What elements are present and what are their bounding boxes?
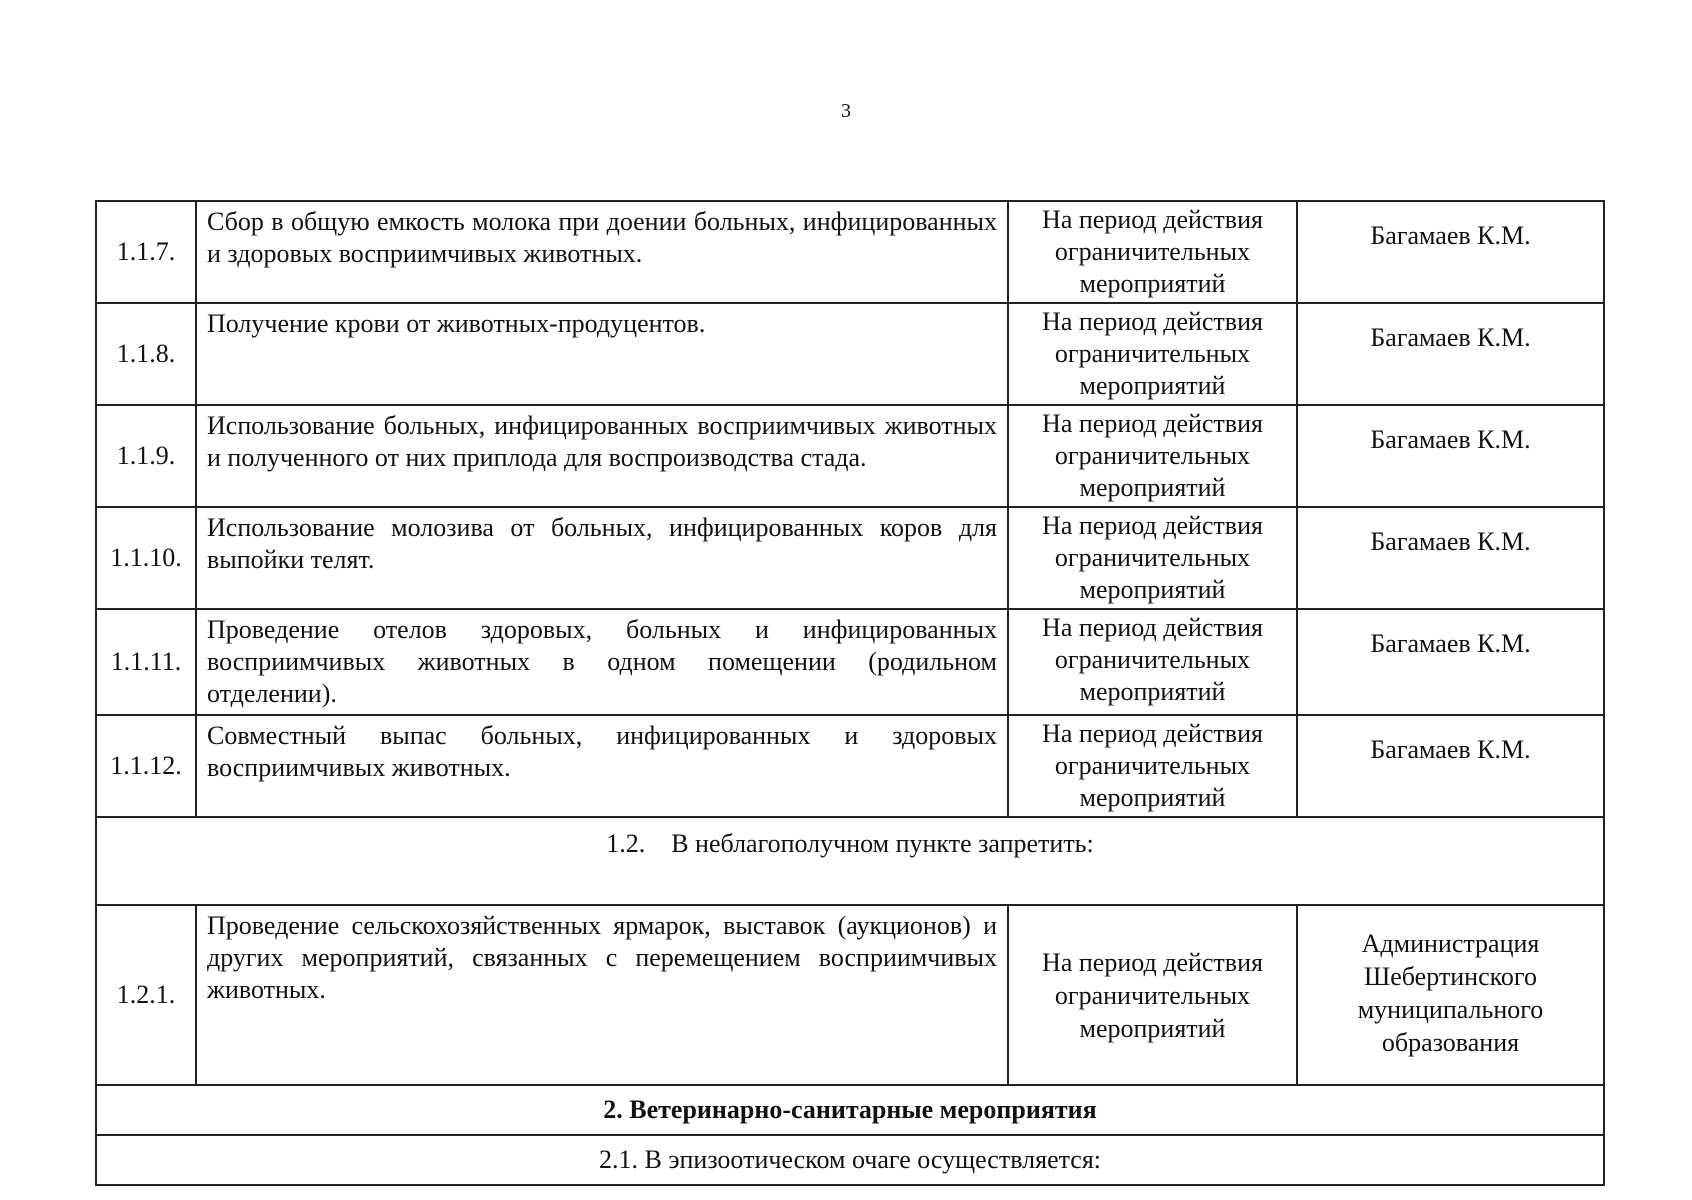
section-heading-row [96,1085,1604,1135]
row-number: 1.1.9. [96,405,196,507]
measure-description: Получение крови от животных-продуцентов. [196,303,1008,405]
measure-period: На период действия ограничительных мероприятий [1008,405,1297,507]
responsible-person: Багамаев К.М. [1297,507,1604,609]
table-row [96,405,1604,507]
row-number: 1.1.7. [96,201,196,303]
measure-description: Использование молозива от больных, инфицированных коров для выпойки телят. [196,507,1008,609]
table-row [96,303,1604,405]
measure-period: На период действия ограничительных мероприятий [1008,609,1297,715]
table-row [96,507,1604,609]
measure-period: На период действия ограничительных мероприятий [1008,507,1297,609]
responsible-person: Багамаев К.М. [1297,303,1604,405]
subheading-row [96,817,1604,905]
row-number: 1.1.10. [96,507,196,609]
responsible-person: Багамаев К.М. [1297,405,1604,507]
table-row [96,715,1604,817]
row-number: 1.1.8. [96,303,196,405]
row-number: 1.1.11. [96,609,196,715]
table-row [96,905,1604,1085]
measure-description: Совместный выпас больных, инфицированных и здоровых восприимчивых животных. [196,715,1008,817]
responsible-person: Багамаев К.М. [1297,201,1604,303]
table-row [96,609,1604,715]
measure-period: На период действия ограничительных мероприятий [1008,303,1297,405]
measure-period: На период действия ограничительных мероприятий [1008,905,1297,1085]
measure-description: Проведение сельскохозяйственных ярмарок, выставок (аукционов) и других мероприятий, связанных с перемещением восприимчивых животных. [196,905,1008,1085]
responsible-organization: Администрация Шебертинского муниципального образования [1297,905,1604,1085]
responsible-person: Багамаев К.М. [1297,609,1604,715]
subsection-heading: 2.1. В эпизоотическом очаге осуществляется: [96,1135,1604,1185]
responsible-person: Багамаев К.М. [1297,715,1604,817]
row-number: 1.2.1. [96,905,196,1085]
measure-description: Сбор в общую емкость молока при доении больных, инфицированных и здоровых восприимчивых животных. [196,201,1008,303]
row-number: 1.1.12. [96,715,196,817]
measure-period: На период действия ограничительных мероприятий [1008,201,1297,303]
measure-description: Проведение отелов здоровых, больных и инфицированных восприимчивых животных в одном помещении (родильном отделении). [196,609,1008,715]
section-heading: 2. Ветеринарно-санитарные мероприятия [96,1085,1604,1135]
measures-table [95,200,1605,1186]
measure-description: Использование больных, инфицированных восприимчивых животных и полученного от них приплода для воспроизводства стада. [196,405,1008,507]
subheading-1-2: 1.2. В неблагополучном пункте запретить: [96,817,1604,905]
measure-period: На период действия ограничительных мероприятий [1008,715,1297,817]
table-row [96,201,1604,303]
page-number: 3 [841,100,851,122]
subsection-heading-row [96,1135,1604,1185]
